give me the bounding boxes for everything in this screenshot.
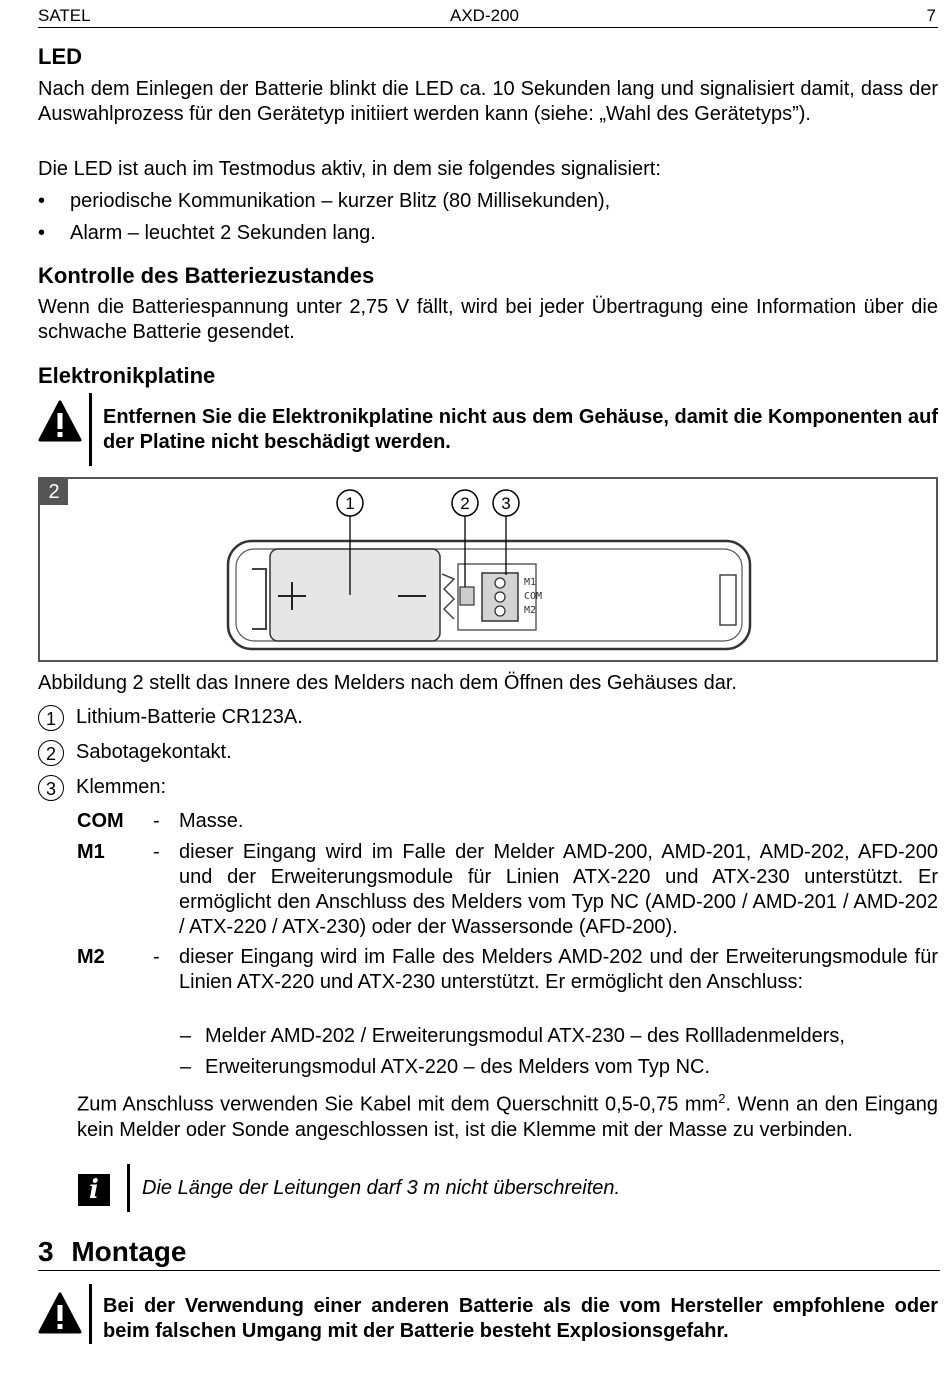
battery-paragraph: Wenn die Batteriespannung unter 2,75 V fällt, wird bei jeder Übertragung eine Information über die schwache Batterie gesendet. — [38, 296, 938, 343]
cable-paragraph: Zum Anschluss verwenden Sie Kabel mit dem Querschnitt 0,5-0,75 $mm^2$. Wenn an den Eingang kein Melder oder Sonde angeschlossen ist, ist die Klemme mit der Masse zu verbinden. — [77, 1091, 939, 1141]
heading-board: Elektronikplatine — [38, 363, 216, 388]
final-warning-text: Bei der Verwendung einer anderen Batterie als die vom Hersteller empfohlene oder beim falschen Umgang mit der Batterie besteht Explosionsgefahr. — [103, 1295, 938, 1342]
warning-divider — [89, 1284, 92, 1344]
callout-1: 1 — [345, 494, 355, 513]
warning-triangle-icon — [38, 1292, 82, 1334]
detector-interior-drawing — [40, 479, 936, 660]
section-number: 3 — [38, 1236, 54, 1267]
terminal-label-m2: M2 — [524, 605, 537, 616]
callout-3: 3 — [501, 494, 511, 513]
note-divider — [127, 1164, 130, 1212]
terminal-label-m1: M1 — [524, 577, 537, 588]
legend-number: 3 — [38, 775, 64, 801]
heading-led: LED — [38, 44, 82, 69]
note-text: Die Länge der Leitungen darf 3 m nicht überschreiten. — [142, 1177, 621, 1199]
led-paragraph-2: Die LED ist auch im Testmodus aktiv, in dem sie folgendes signalisiert: — [38, 158, 661, 180]
led-paragraph-1: Nach dem Einlegen der Batterie blinkt die LED ca. 10 Sekunden lang und signalisiert damit, dass der Auswahlprozess für den Gerätetyp initiiert werden kann (siehe: „Wahl des Gerätetyps”). — [38, 78, 938, 125]
info-icon: i — [78, 1174, 110, 1206]
heading-battery: Kontrolle des Batteriezustandes — [38, 263, 375, 288]
warning-triangle-icon — [38, 400, 82, 442]
section-heading — [38, 1236, 940, 1271]
figure-number: 2 — [40, 479, 68, 505]
header-brand: SATEL — [38, 6, 91, 25]
bullet-icon: • — [38, 190, 46, 212]
header-model: AXD-200 — [450, 6, 519, 25]
bullet-icon: • — [38, 222, 46, 244]
legend-number: 2 — [38, 740, 64, 766]
legend-number: 1 — [38, 705, 64, 731]
figure-caption: Abbildung 2 stellt das Innere des Melders nach dem Öffnen des Gehäuses dar. — [38, 672, 737, 694]
terminal-label-com: COM — [524, 591, 543, 602]
callout-2: 2 — [460, 494, 470, 513]
page-header — [38, 5, 938, 28]
warning-divider — [89, 393, 92, 466]
header-page-number: 7 — [926, 6, 936, 25]
board-warning-text: Entfernen Sie die Elektronikplatine nicht aus dem Gehäuse, damit die Komponenten auf der Platine nicht beschädigt werden. — [103, 406, 938, 453]
figure-2 — [38, 477, 938, 662]
section-title: Montage — [71, 1236, 187, 1267]
